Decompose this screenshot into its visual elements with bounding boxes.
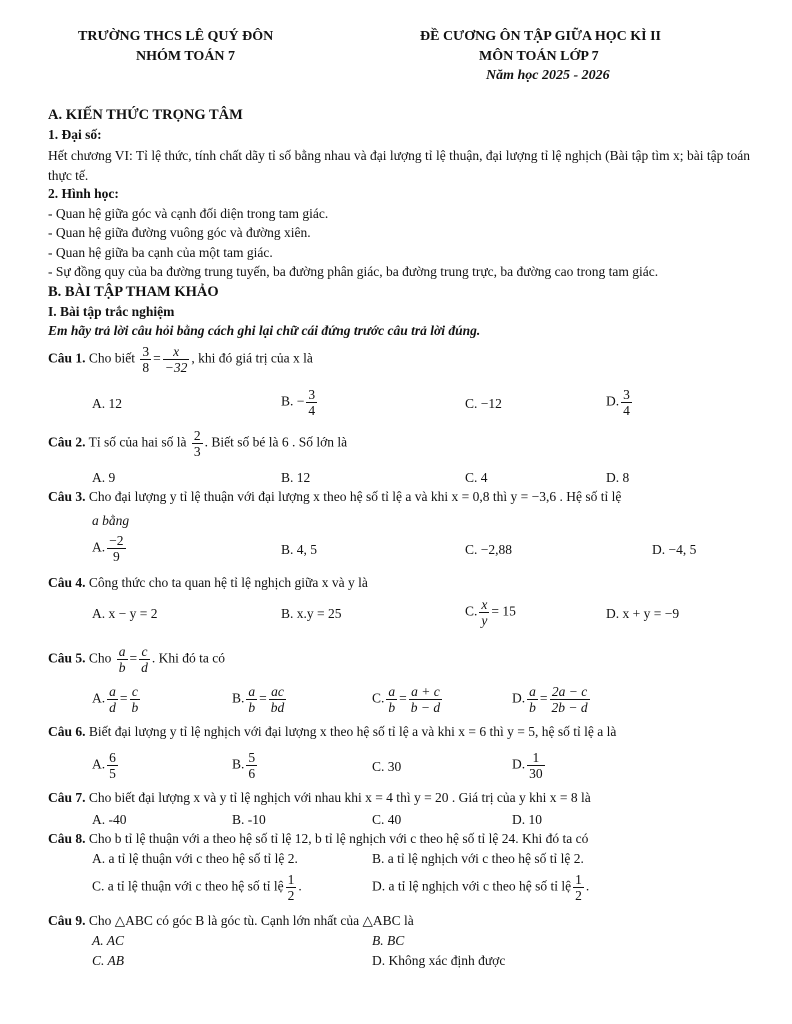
document-title: ĐỀ CƯƠNG ÔN TẬP GIỮA HỌC KÌ II bbox=[420, 29, 662, 44]
question-1: Câu 1. Cho biết $\frac{3}{8}$ = $\frac{x}{-32}$ , khi đó giá trị của x là bbox=[48, 344, 313, 375]
option-a: A. x − y = 2 bbox=[92, 606, 158, 621]
geometry-item: - Quan hệ giữa ba cạnh của một tam giác. bbox=[48, 245, 273, 260]
question-text: Công thức cho ta quan hệ tỉ lệ nghịch giữa x và y là bbox=[88, 575, 368, 590]
instruction: Em hãy trả lời câu hỏi bằng cách ghi lại chữ cái đứng trước câu trả lời đúng. bbox=[48, 323, 481, 338]
question-text: Cho biết bbox=[88, 350, 136, 366]
question-label: Câu 9. bbox=[48, 913, 86, 928]
option-b: B. 4, 5 bbox=[281, 542, 318, 557]
option-b: B. 12 bbox=[281, 470, 311, 485]
option-a: A. $\frac{-2}{9}$ bbox=[92, 533, 124, 564]
option-c: C. 30 bbox=[372, 759, 402, 774]
geometry-title: 2. Hình học: bbox=[48, 186, 119, 201]
option-d: D. x + y = −9 bbox=[606, 606, 680, 621]
question-9 bbox=[48, 913, 414, 929]
option-b: B. a tỉ lệ nghịch với c theo hệ số tỉ lệ 2. bbox=[372, 851, 584, 866]
question-label: Câu 5. bbox=[48, 650, 86, 666]
option-b: B. $\frac{a}{b}$ = $\frac{ac}{bd}$ bbox=[232, 684, 285, 715]
question-5: Câu 5. Cho $\frac{a}{b}$ = $\frac{c}{d}$ . Khi đó ta có bbox=[48, 644, 226, 675]
option-a: A. a tỉ lệ thuận với c theo hệ số tỉ lệ 2. bbox=[92, 851, 298, 866]
question-3 bbox=[48, 489, 621, 505]
option-a: A. AC bbox=[92, 933, 125, 948]
school-year: Năm học 2025 - 2026 bbox=[486, 68, 610, 83]
option-d: D. a tỉ lệ nghịch với c theo hệ số tỉ lệ $\frac{1}{2}$ . bbox=[372, 872, 590, 903]
option-c: C. a tỉ lệ thuận với c theo hệ số tỉ lệ $\frac{1}{2}$ . bbox=[92, 872, 302, 903]
question-4 bbox=[48, 575, 368, 591]
algebra-text: Hết chương VI: Tỉ lệ thức, tính chất dãy tỉ số bằng nhau và đại lượng tỉ lệ thuận, đại lượng tỉ lệ nghịch (Bài tập tìm x; bài tập toán thực tế. bbox=[48, 148, 750, 183]
question-label: Câu 8. bbox=[48, 831, 86, 846]
option-b: B. − $\frac{3}{4}$ bbox=[281, 387, 316, 418]
question-text: Cho bbox=[88, 650, 112, 666]
question-text: Cho b tỉ lệ thuận với a theo hệ số tỉ lệ 12, b tỉ lệ nghịch với c theo hệ số tỉ lệ 24. Khi đó ta có bbox=[88, 831, 589, 846]
option-d: D. 8 bbox=[606, 470, 630, 485]
option-c: C. AB bbox=[92, 953, 125, 968]
question-2 bbox=[48, 428, 347, 459]
option-c: C. −2,88 bbox=[465, 542, 512, 557]
option-c: C. $\frac{x}{y}$ = 15 bbox=[465, 597, 516, 628]
question-text: . Biết số bé là 6 . Số lớn là bbox=[204, 434, 348, 450]
group-name: NHÓM TOÁN 7 bbox=[136, 49, 236, 64]
question-text: Cho biết đại lượng x và y tỉ lệ nghịch với nhau khi x = 4 thì y = 20 . Giá trị của y khi x = 8 là bbox=[88, 790, 591, 805]
option-b: B. -10 bbox=[232, 812, 266, 827]
option-b: B. BC bbox=[372, 933, 405, 948]
question-text-continued: a bằng bbox=[92, 513, 130, 528]
option-d: D. Không xác định được bbox=[372, 953, 506, 968]
option-c: C. 4 bbox=[465, 470, 488, 485]
option-d: D. $\frac{1}{30}$ bbox=[512, 750, 543, 781]
section-b-title: B. BÀI TẬP THAM KHẢO bbox=[48, 284, 219, 300]
question-label: Câu 1. bbox=[48, 350, 86, 366]
question-text: Tỉ số của hai số là bbox=[88, 434, 187, 450]
question-text: . Khi đó ta có bbox=[151, 650, 226, 666]
option-b: B. x.y = 25 bbox=[281, 606, 342, 621]
question-text: Cho đại lượng y tỉ lệ thuận với đại lượng x theo hệ số tỉ lệ a và khi x = 0,8 thì y = −3,6 . Hệ số tỉ lệ bbox=[88, 489, 622, 504]
option-b: B. $\frac{5}{6}$ bbox=[232, 750, 256, 781]
option-a: A. 9 bbox=[92, 470, 116, 485]
question-text: , khi đó giá trị của x là bbox=[191, 350, 313, 366]
option-a: A. -40 bbox=[92, 812, 127, 827]
option-d: D. 10 bbox=[512, 812, 542, 827]
part1-title: I. Bài tập trắc nghiệm bbox=[48, 304, 175, 319]
question-text: Biết đại lượng y tỉ lệ nghịch với đại lượng x theo hệ số tỉ lệ a và khi x = 6 thì y = 5, hệ số tỉ lệ a là bbox=[88, 724, 617, 739]
fraction: $\frac{3}{8}$ bbox=[142, 344, 150, 375]
fraction: $\frac{2}{3}$ bbox=[193, 428, 201, 459]
option-a: A. $\frac{a}{d}$ = $\frac{c}{b}$ bbox=[92, 684, 139, 715]
geometry-item: - Sự đồng quy của ba đường trung tuyến, ba đường phân giác, ba đường trung trực, ba đường cao trong tam giác. bbox=[48, 264, 659, 279]
option-a: A. $\frac{6}{5}$ bbox=[92, 750, 116, 781]
option-c: C. −12 bbox=[465, 396, 502, 411]
question-7 bbox=[48, 790, 591, 806]
question-label: Câu 2. bbox=[48, 434, 86, 450]
algebra-title: 1. Đại số: bbox=[48, 127, 102, 142]
question-text: Cho △ABC có góc B là góc tù. Cạnh lớn nhất của △ABC là bbox=[88, 913, 414, 928]
question-label: Câu 6. bbox=[48, 724, 86, 739]
geometry-item: - Quan hệ giữa góc và cạnh đối diện trong tam giác. bbox=[48, 206, 329, 221]
option-a: A. 12 bbox=[92, 396, 122, 411]
question-label: Câu 4. bbox=[48, 575, 86, 590]
option-c: C. 40 bbox=[372, 812, 402, 827]
option-d: D. $\frac{3}{4}$ bbox=[606, 387, 630, 418]
option-d: D. $\frac{a}{b}$ = $\frac{2a - c}{2b - d}$ bbox=[512, 684, 588, 715]
option-c: C. $\frac{a}{b}$ = $\frac{a + c}{b - d}$ bbox=[372, 684, 441, 715]
question-label: Câu 3. bbox=[48, 489, 86, 504]
fraction: $\frac{x}{-32}$ bbox=[164, 344, 188, 375]
section-a-title: A. KIẾN THỨC TRỌNG TÂM bbox=[48, 107, 243, 123]
question-6 bbox=[48, 724, 616, 740]
geometry-item: - Quan hệ giữa đường vuông góc và đường xiên. bbox=[48, 225, 311, 240]
school-name: TRƯỜNG THCS LÊ QUÝ ĐÔN bbox=[78, 29, 274, 44]
option-d: D. −4, 5 bbox=[652, 542, 697, 557]
question-label: Câu 7. bbox=[48, 790, 86, 805]
question-8 bbox=[48, 831, 588, 847]
subject-title: MÔN TOÁN LỚP 7 bbox=[479, 49, 599, 64]
